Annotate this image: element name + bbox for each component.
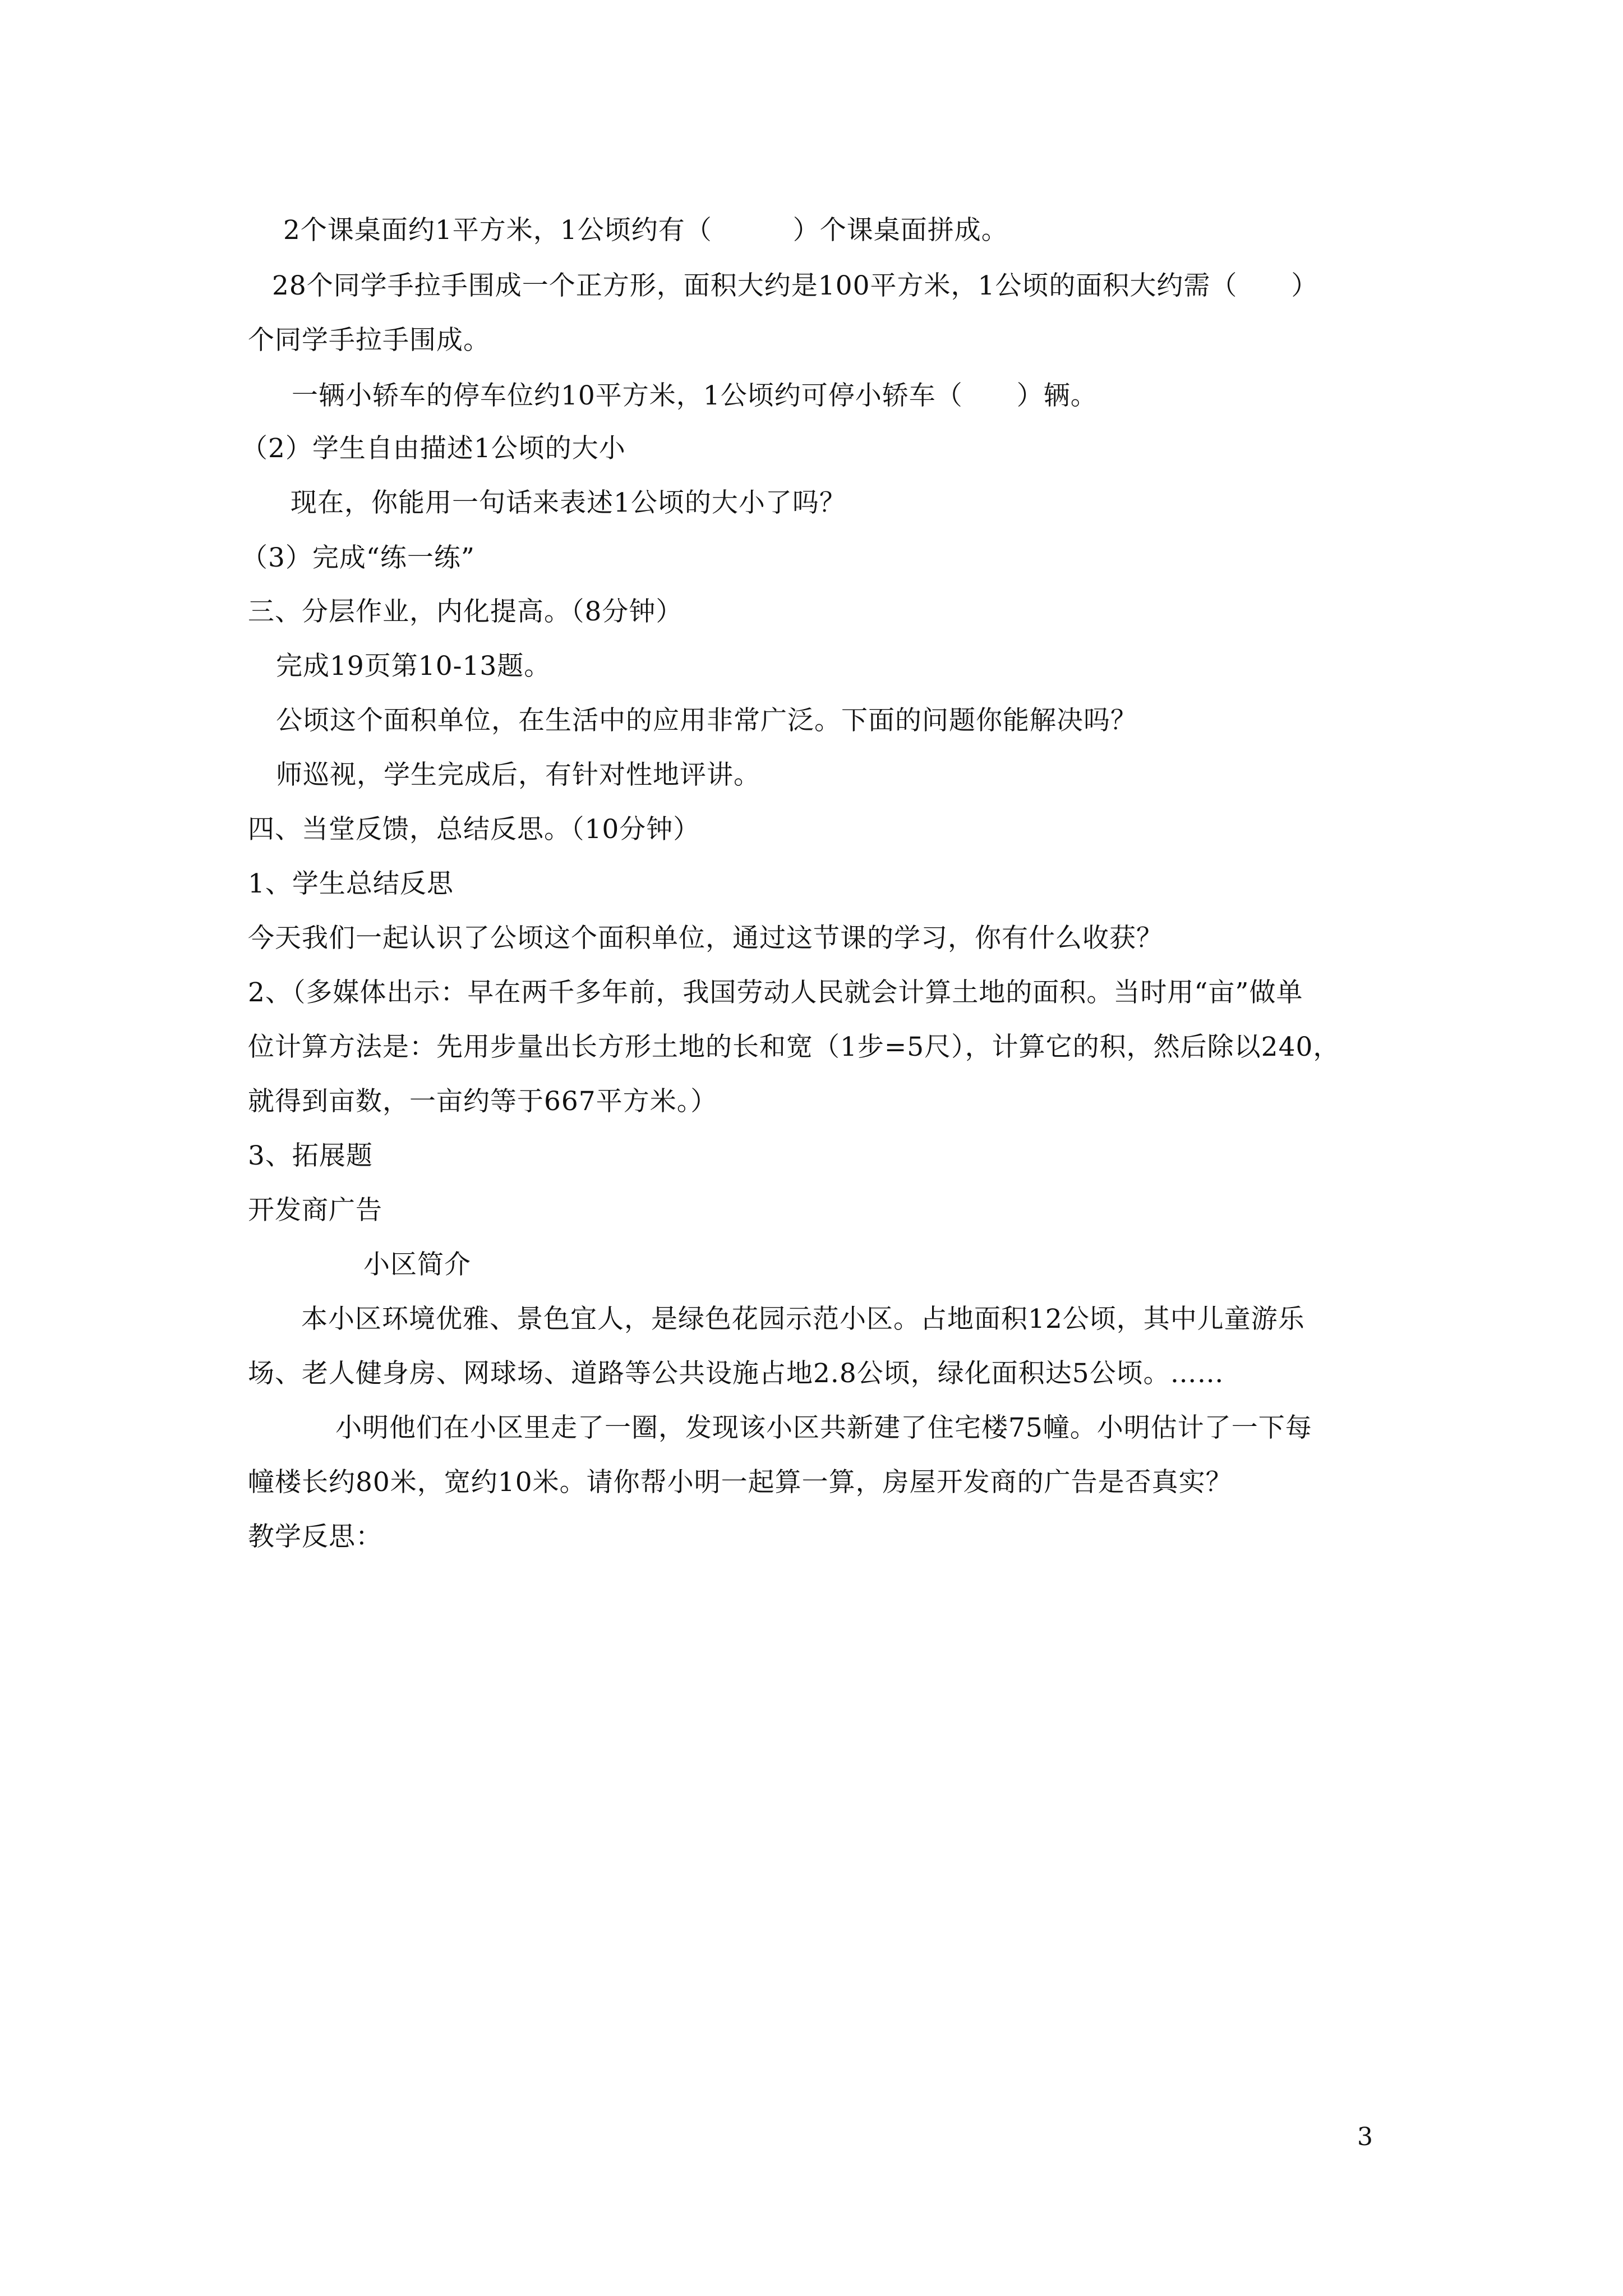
text-line-hectare-usage: 公顷这个面积单位，在生活中的应用非常广泛。下面的问题你能解决吗？ xyxy=(276,705,1137,736)
text-line-step-3: （3）完成“练一练” xyxy=(241,542,475,573)
text-line-mu-3: 就得到亩数，一亩约等于667平方米。） xyxy=(248,1086,718,1117)
section-heading-4: 四、当堂反馈，总结反思。（10分钟） xyxy=(248,814,700,845)
text-line-desk-area: 2个课桌面约1平方米，1公顷约有（ ）个课桌面拼成。 xyxy=(283,215,1008,246)
section-heading-3: 三、分层作业，内化提高。（8分钟） xyxy=(248,596,683,627)
text-line-ad-title: 开发商广告 xyxy=(248,1195,382,1226)
text-line-car-parking: 一辆小轿车的停车位约10平方米，1公顷约可停小轿车（ ）辆。 xyxy=(292,380,1098,411)
text-line-question: 现在，你能用一句话来表述1公顷的大小了吗？ xyxy=(291,487,846,518)
text-line-homework: 完成19页第10-13题。 xyxy=(276,651,551,682)
text-line-community-intro: 小区简介 xyxy=(363,1249,471,1280)
text-line-mu-1: 2、（多媒体出示：早在两千多年前，我国劳动人民就会计算土地的面积。当时用“亩”做单 xyxy=(248,977,1303,1008)
text-line-extension: 3、拓展题 xyxy=(248,1140,373,1171)
page-number: 3 xyxy=(1357,2123,1373,2151)
text-line-xiaoming-1: 小明他们在小区里走了一圈，发现该小区共新建了住宅楼75幢。小明估计了一下每 xyxy=(335,1412,1312,1443)
text-line-community-1: 本小区环境优雅、景色宜人，是绿色花园示范小区。占地面积12公顷，其中儿童游乐 xyxy=(301,1304,1305,1335)
text-line-xiaoming-2: 幢楼长约80米，宽约10米。请你帮小明一起算一算，房屋开发商的广告是否真实？ xyxy=(248,1467,1233,1498)
text-line-mu-2: 位计算方法是：先用步量出长方形土地的长和宽（1步=5尺），计算它的积，然后除以240， xyxy=(248,1032,1340,1062)
text-line-students-circle-cont: 个同学手拉手围成。 xyxy=(248,325,490,356)
text-line-step-2: （2）学生自由描述1公顷的大小 xyxy=(241,433,626,464)
text-line-summary-1: 1、学生总结反思 xyxy=(248,868,454,899)
text-line-community-2: 场、老人健身房、网球场、道路等公共设施占地2.8公顷，绿化面积达5公顷。…… xyxy=(248,1358,1224,1389)
text-line-students-circle: 28个同学手拉手围成一个正方形，面积大约是100平方米，1公顷的面积大约需（ ） xyxy=(272,270,1318,301)
text-line-reflection: 教学反思： xyxy=(248,1521,382,1552)
text-line-gains: 今天我们一起认识了公顷这个面积单位，通过这节课的学习，你有什么收获？ xyxy=(248,923,1163,954)
text-line-teacher-patrol: 师巡视，学生完成后，有针对性地评讲。 xyxy=(276,760,760,790)
